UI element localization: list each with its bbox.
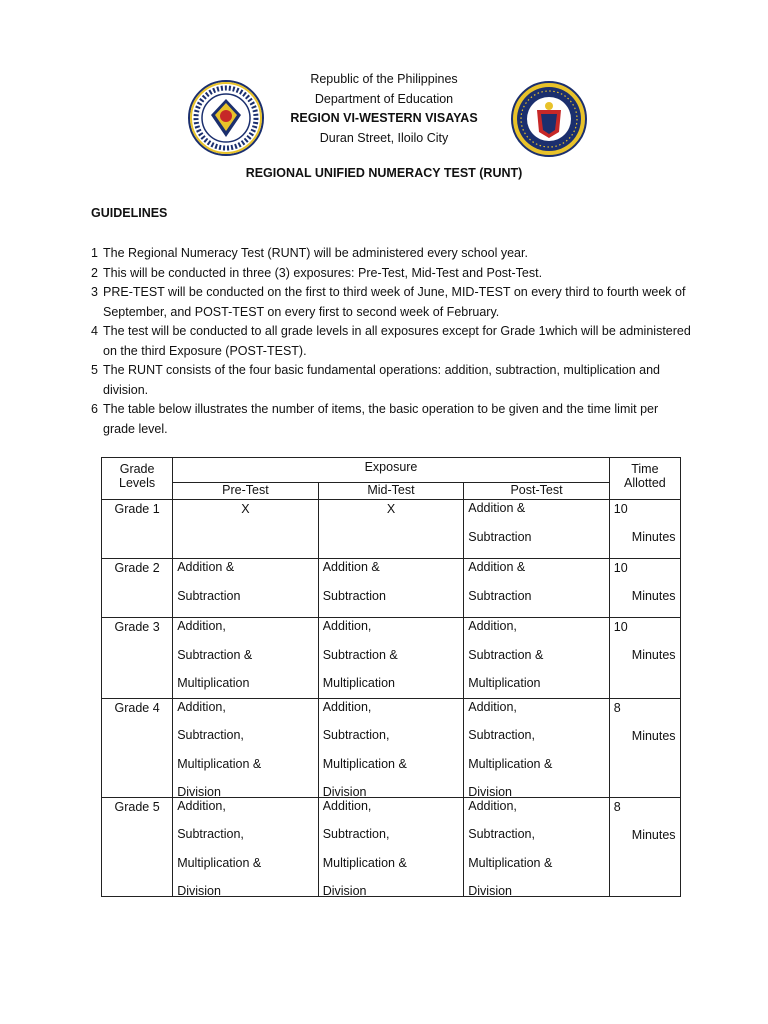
- operation-line: Subtraction,: [322, 827, 390, 841]
- pre-test-cell: [173, 618, 319, 699]
- post-test-cell: [464, 797, 610, 896]
- mid-test-cell: [318, 559, 464, 618]
- time-value: 8: [613, 700, 621, 715]
- time-cell: [609, 797, 680, 896]
- header-address: Duran Street, Iloilo City: [319, 130, 449, 145]
- operation-line: Addition,: [177, 699, 226, 714]
- guideline-item: [91, 244, 691, 264]
- time-unit: Minutes: [631, 530, 676, 544]
- time-value: 10: [613, 620, 628, 634]
- post-test-cell: [464, 618, 610, 699]
- pre-test-cell: X: [173, 500, 319, 559]
- post-test-cell: [464, 698, 610, 797]
- operation-line: Multiplication &: [177, 756, 262, 771]
- operation-line: Division: [177, 785, 221, 799]
- time-cell: [609, 618, 680, 699]
- operation-line: Subtraction &: [468, 647, 544, 662]
- guidelines-list: [91, 244, 691, 439]
- header-pre-test: Pre-Test: [173, 483, 319, 500]
- time-cell: [609, 559, 680, 618]
- guideline-number: 2: [91, 265, 98, 280]
- operation-line: Multiplication &: [322, 855, 407, 870]
- grade-cell: Grade 5: [102, 797, 173, 896]
- guideline-text: The Regional Numeracy Test (RUNT) will be administered every school year.: [103, 246, 528, 260]
- header-republic: Republic of the Philippines: [310, 72, 458, 86]
- guideline-item: [91, 322, 691, 361]
- table-row: [102, 618, 681, 699]
- operation-line: Division: [322, 785, 367, 799]
- time-value: 10: [613, 502, 628, 516]
- operation-line: Multiplication &: [468, 756, 553, 771]
- guideline-text: The test will be conducted to all grade levels in all exposures except for Grade 1which will be administered on the third Exposure (POST-TEST).: [103, 324, 691, 358]
- pre-test-cell: [173, 698, 319, 797]
- header-time-allotted: Time Allotted: [609, 458, 680, 500]
- operation-line: Subtraction,: [322, 728, 390, 742]
- operation-line: Subtraction &: [177, 647, 253, 662]
- operation-line: Addition,: [468, 798, 517, 813]
- operation-line: Subtraction,: [177, 728, 244, 742]
- time-unit: Minutes: [631, 589, 676, 603]
- operation-line: Addition,: [322, 798, 372, 813]
- mid-test-cell: [318, 698, 464, 797]
- guideline-text: This will be conducted in three (3) exposures: Pre-Test, Mid-Test and Post-Test.: [103, 265, 543, 280]
- header-exposure: Exposure: [173, 458, 610, 483]
- grade-cell: Grade 1: [102, 500, 173, 559]
- section-heading: GUIDELINES: [91, 206, 168, 220]
- operation-line: Division: [177, 884, 221, 898]
- table-row: [102, 797, 681, 896]
- guideline-item: [91, 400, 691, 439]
- header-grade-levels: Grade Levels: [102, 458, 173, 500]
- table-row: [102, 559, 681, 618]
- mid-test-cell: [318, 618, 464, 699]
- pre-test-cell: [173, 559, 319, 618]
- operation-line: Subtraction,: [468, 827, 535, 841]
- operation-line: Addition &: [177, 560, 235, 574]
- operation-line: Division: [468, 785, 513, 799]
- guideline-number: 3: [91, 285, 98, 299]
- guideline-number: 6: [91, 402, 98, 416]
- pre-test-cell: [173, 797, 319, 896]
- operation-line: Addition,: [177, 619, 226, 633]
- operation-line: Addition,: [468, 619, 517, 633]
- document-title: REGIONAL UNIFIED NUMERACY TEST (RUNT): [245, 166, 523, 180]
- operation-line: Division: [468, 884, 513, 898]
- mid-test-cell: X: [318, 500, 464, 559]
- time-cell: [609, 500, 680, 559]
- operation-line: Subtraction: [468, 588, 532, 603]
- guideline-number: 4: [91, 324, 98, 338]
- header-mid-test: Mid-Test: [318, 483, 464, 500]
- guideline-number: 1: [91, 246, 98, 260]
- operation-line: Multiplication: [177, 676, 250, 690]
- grade-cell: Grade 3: [102, 618, 173, 699]
- operation-line: Multiplication: [322, 676, 395, 690]
- time-unit: Minutes: [631, 648, 676, 662]
- operation-line: Subtraction: [322, 588, 386, 603]
- operation-line: Subtraction,: [468, 728, 535, 742]
- operation-line: Division: [322, 884, 367, 898]
- test-schedule-table: [101, 457, 681, 897]
- table-row: [102, 500, 681, 559]
- agency-header: [0, 70, 768, 148]
- operation-line: Addition,: [322, 699, 372, 714]
- operation-line: Addition,: [177, 798, 226, 813]
- operation-line: Addition,: [322, 619, 372, 633]
- operation-line: Multiplication &: [468, 855, 553, 870]
- time-value: 8: [613, 799, 621, 814]
- time-cell: [609, 698, 680, 797]
- guideline-item: [91, 283, 691, 322]
- grade-cell: Grade 2: [102, 559, 173, 618]
- mid-test-cell: [318, 797, 464, 896]
- operation-line: Subtraction &: [322, 647, 398, 662]
- operation-line: Multiplication: [468, 676, 541, 690]
- guideline-text: The RUNT consists of the four basic fundamental operations: addition, subtraction, multiplication and division.: [103, 363, 661, 397]
- guideline-text: PRE-TEST will be conducted on the first to third week of June, MID-TEST on every third to fourth week of September, and POST-TEST on every first to second week of February.: [103, 285, 686, 319]
- operation-line: Addition &: [468, 501, 526, 515]
- operation-line: Multiplication &: [322, 756, 407, 771]
- operation-line: Subtraction,: [177, 827, 244, 841]
- grade-cell: Grade 4: [102, 698, 173, 797]
- operation-line: Multiplication &: [177, 855, 262, 870]
- operation-line: Addition &: [322, 560, 380, 574]
- time-unit: Minutes: [631, 827, 676, 842]
- guideline-item: [91, 361, 691, 400]
- post-test-cell: [464, 559, 610, 618]
- operation-line: Addition &: [468, 560, 526, 574]
- operation-line: Subtraction: [177, 588, 241, 603]
- guideline-text: The table below illustrates the number of items, the basic operation to be given and the time limit per grade level.: [103, 402, 659, 436]
- time-unit: Minutes: [631, 728, 676, 743]
- post-test-cell: [464, 500, 610, 559]
- time-value: 10: [613, 561, 628, 575]
- header-region: REGION VI-WESTERN VISAYAS: [290, 111, 478, 125]
- table-row: [102, 698, 681, 797]
- header-department: Department of Education: [314, 91, 454, 106]
- guideline-number: 5: [91, 363, 98, 377]
- operation-line: Subtraction: [468, 529, 532, 544]
- guideline-item: [91, 264, 691, 284]
- header-post-test: Post-Test: [464, 483, 610, 500]
- operation-line: Addition,: [468, 699, 517, 714]
